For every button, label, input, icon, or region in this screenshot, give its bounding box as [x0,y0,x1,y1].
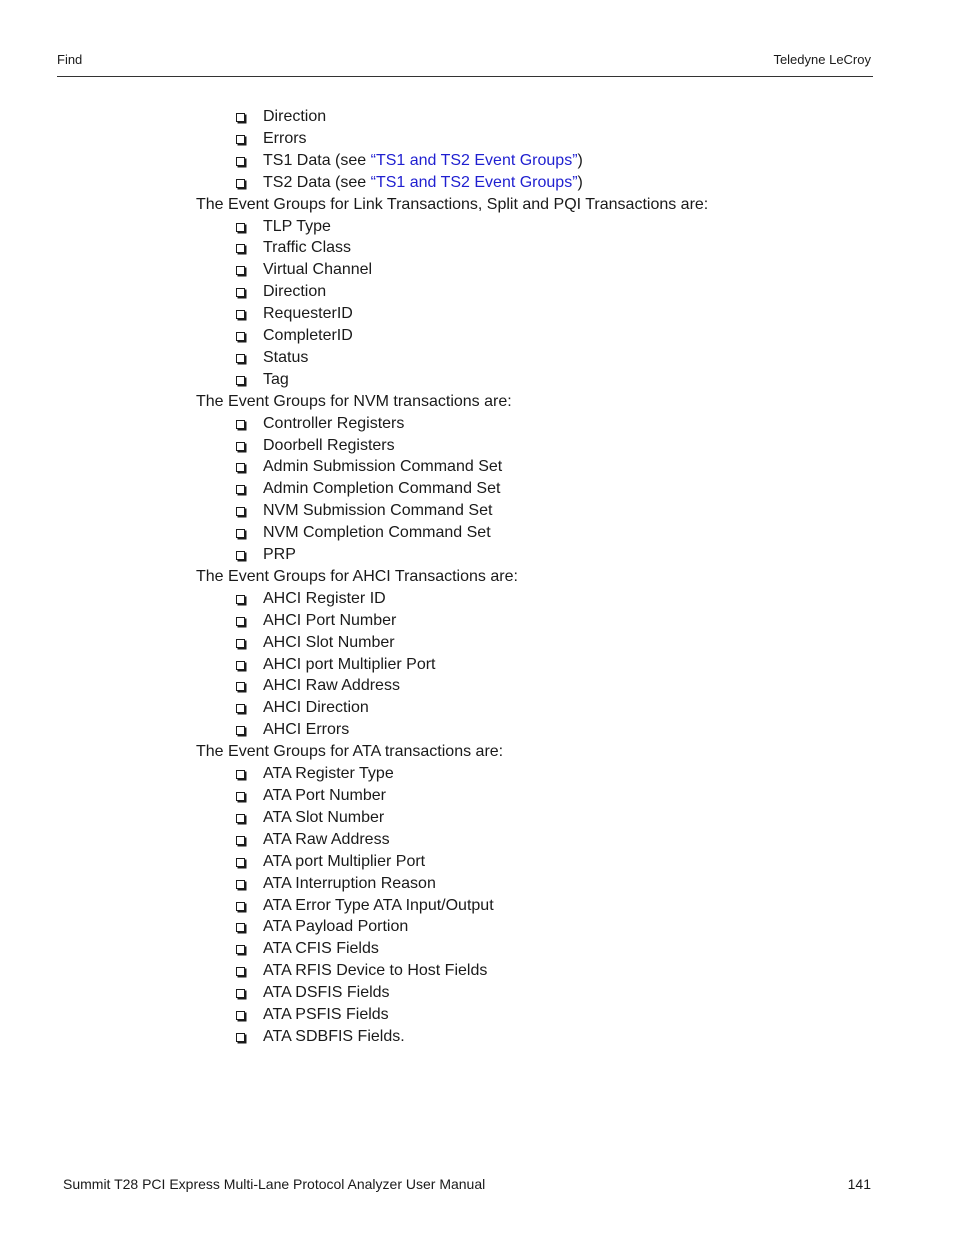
bullet-icon [236,792,245,801]
list-item [236,785,876,807]
list-item-text: TLP Type [263,217,331,235]
list-item-text: PRP [263,546,296,564]
bullet-icon [236,485,245,494]
bullet-icon [236,157,245,166]
bullet-icon [236,551,245,560]
list-item-text: ATA RFIS Device to Host Fields [263,962,488,980]
list-item [236,588,876,610]
list-item [236,478,876,500]
list-item-text: NVM Completion Command Set [263,524,491,542]
list-item-text: ATA CFIS Fields [263,940,379,958]
bullet-icon [236,902,245,911]
bullet-icon [236,770,245,779]
bullet-icon [236,1011,245,1020]
bullet-icon [236,945,245,954]
list-item [236,763,876,785]
list-item-text: Traffic Class [263,239,352,257]
page-header [57,52,873,77]
ata-transactions-list [196,763,876,1048]
ata-transactions-intro: The Event Groups for ATA transactions are: [196,743,504,761]
list-item [236,632,876,654]
bullet-icon [236,113,245,122]
link-transactions-list [196,216,876,391]
list-item-text: ATA Raw Address [263,830,390,848]
bullet-icon [236,814,245,823]
bullet-icon [236,836,245,845]
bullet-icon [236,332,245,341]
list-item [236,237,876,259]
list-item-text: AHCI Port Number [263,611,397,629]
list-item-text: AHCI Slot Number [263,633,395,651]
list-item-text: TS2 Data (see [263,173,371,191]
bullet-icon [236,923,245,932]
list-item [236,982,876,1004]
list-item-text: CompleterID [263,327,353,345]
bullet-icon [236,661,245,670]
list-item-text: ATA DSFIS Fields [263,984,390,1002]
bullet-icon [236,463,245,472]
nvm-transactions-intro: The Event Groups for NVM transactions are: [196,392,512,410]
list-item [236,500,876,522]
ahci-transactions-intro: The Event Groups for AHCI Transactions are: [196,567,518,585]
bullet-icon [236,376,245,385]
bullet-icon [236,310,245,319]
page-body [196,106,876,1048]
bullet-icon [236,507,245,516]
list-item-text: RequesterID [263,305,353,323]
nvm-transactions-list [196,413,876,566]
list-item [236,829,876,851]
link-transactions-intro: The Event Groups for Link Transactions, Split and PQI Transactions are: [196,195,709,213]
list-item-text: Tag [263,370,289,388]
bullet-icon [236,880,245,889]
list-item [236,325,876,347]
list-item-text: Doorbell Registers [263,436,395,454]
bullet-icon [236,682,245,691]
bullet-icon [236,989,245,998]
list-item [236,916,876,938]
footer-page-number: 141 [847,1176,871,1192]
list-item [236,960,876,982]
list-item [236,369,876,391]
list-item [236,303,876,325]
list-item-text: ATA Port Number [263,787,386,805]
footer-manual-title: Summit T28 PCI Express Multi-Lane Protocol Analyzer User Manual [63,1176,486,1192]
list-item [236,719,876,741]
list-item [236,1004,876,1026]
list-item [236,675,876,697]
list-item [236,150,876,172]
bullet-icon [236,244,245,253]
bullet-icon [236,726,245,735]
list-item-text: ATA PSFIS Fields [263,1005,389,1023]
list-item [236,807,876,829]
list-item [236,544,876,566]
list-item [236,851,876,873]
list-item-text: ATA Interruption Reason [263,874,436,892]
list-item [236,128,876,150]
list-item [236,522,876,544]
bullet-icon [236,639,245,648]
list-item-text: TS1 Data (see [263,151,371,169]
list-item [236,456,876,478]
list-item [236,654,876,676]
list-item-text: NVM Submission Command Set [263,502,493,520]
list-item-text: Errors [263,129,307,147]
list-item [236,281,876,303]
ts-event-groups-link[interactable]: “TS1 and TS2 Event Groups” [370,151,578,169]
list-item-text: ATA Payload Portion [263,918,409,936]
list-item [236,697,876,719]
list-item [236,172,876,194]
list-item-suffix: ) [577,151,583,169]
bullet-icon [236,617,245,626]
list-item-text: Direction [263,283,327,301]
list-item-suffix: ) [577,173,583,191]
header-section-title: Find [57,52,83,67]
bullet-icon [236,354,245,363]
list-item-text: Status [263,348,309,366]
list-item [236,938,876,960]
bullet-icon [236,135,245,144]
bullet-icon [236,420,245,429]
header-company-name: Teledyne LeCroy [773,52,871,67]
list-item-text: AHCI Raw Address [263,677,400,695]
list-item [236,259,876,281]
list-item-text: AHCI Direction [263,699,369,717]
list-item-text: Admin Completion Command Set [263,480,501,498]
bullet-icon [236,595,245,604]
list-item-text: ATA Error Type ATA Input/Output [263,896,494,914]
list-item-text: AHCI Errors [263,721,350,739]
bullet-icon [236,288,245,297]
list-item-text: Direction [263,108,327,125]
list-item [236,610,876,632]
list-item-text: ATA port Multiplier Port [263,852,426,870]
list-item-text: Controller Registers [263,414,405,432]
bullet-icon [236,266,245,275]
list-item-text: ATA Register Type [263,765,394,783]
bullet-icon [236,529,245,538]
list-item [236,216,876,238]
list-item-text: AHCI Register ID [263,589,386,607]
bullet-icon [236,223,245,232]
bullet-icon [236,1033,245,1042]
bullet-icon [236,858,245,867]
bullet-icon [236,442,245,451]
list-item-text: Admin Submission Command Set [263,458,503,476]
list-item [236,435,876,457]
bullet-icon [236,704,245,713]
list-item-text: Virtual Channel [263,261,373,279]
trigger-event-group-list [196,106,876,194]
list-item-text: AHCI port Multiplier Port [263,655,436,673]
list-item [236,873,876,895]
list-item [236,1026,876,1048]
list-item [236,413,876,435]
list-item [236,347,876,369]
bullet-icon [236,179,245,188]
list-item [236,895,876,917]
list-item-text: ATA Slot Number [263,808,385,826]
ahci-transactions-list [196,588,876,741]
bullet-icon [236,967,245,976]
list-item [236,106,876,128]
ts-event-groups-link[interactable]: “TS1 and TS2 Event Groups” [370,173,578,191]
list-item-text: ATA SDBFIS Fields. [263,1027,405,1045]
